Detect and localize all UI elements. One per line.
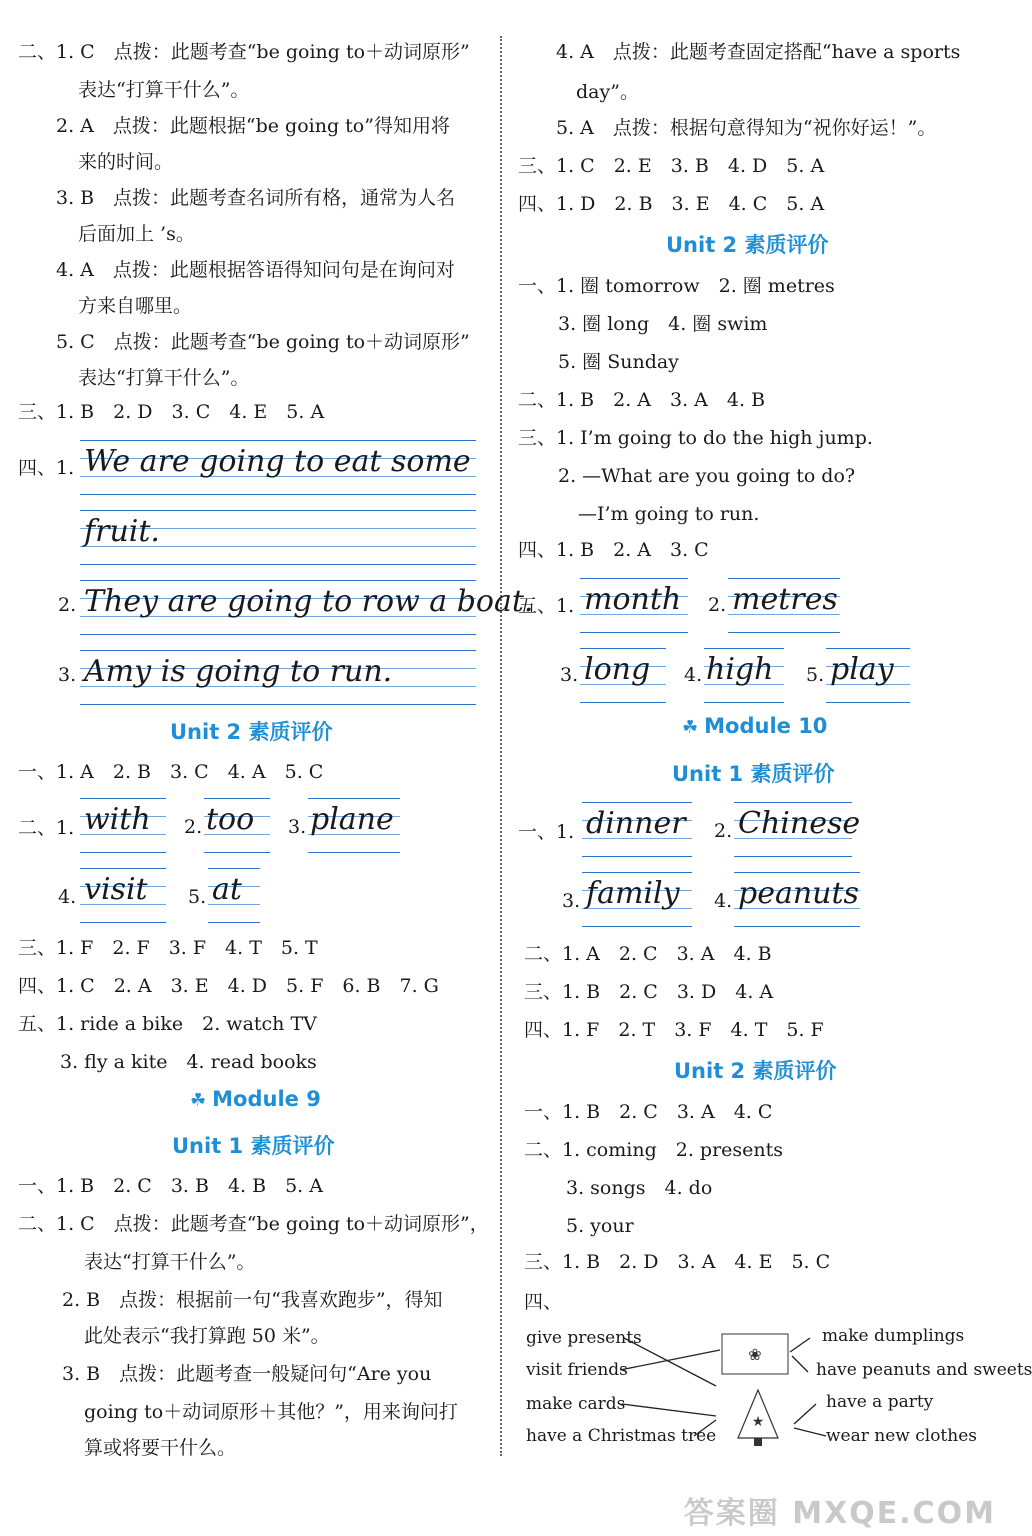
answer-line: day”。: [576, 81, 639, 103]
unit-heading: Unit 1 素质评价: [672, 762, 835, 786]
match-left-item: visit friends: [526, 1360, 628, 1380]
answer-line: 2. A 点拨：此题根据“be going to”得知用将: [56, 115, 450, 137]
answer-line: 四、1. D 2. B 3. E 4. C 5. A: [518, 193, 825, 215]
handwritten-answer: family: [586, 876, 680, 911]
item-number: 2.: [714, 820, 733, 842]
match-right-item: have a party: [826, 1392, 934, 1412]
item-number: 3.: [288, 816, 307, 838]
answer-line: 3. songs 4. do: [566, 1177, 713, 1199]
handwritten-answer: play: [830, 652, 894, 687]
answer-line: 5. 圈 Sunday: [558, 351, 679, 373]
handwritten-answer: visit: [84, 872, 148, 907]
answer-line: 三、1. B 2. D 3. A 4. E 5. C: [524, 1251, 831, 1273]
handwritten-answer: metres: [732, 582, 838, 617]
column-divider: [500, 36, 502, 1456]
module-title: Module 9: [212, 1087, 321, 1111]
unit-heading: Unit 2 素质评价: [674, 1059, 837, 1083]
answer-line: —I’m going to run.: [578, 503, 760, 525]
section-label: 一、1.: [518, 821, 575, 843]
svg-text:★: ★: [751, 1414, 765, 1430]
match-right-item: wear new clothes: [826, 1426, 977, 1446]
answer-line: 二、1. coming 2. presents: [524, 1139, 784, 1161]
answer-line: 3. B 点拨：此题考查一般疑问句“Are you: [62, 1363, 432, 1385]
item-number: 3.: [58, 664, 77, 686]
unit-heading: Unit 2 素质评价: [170, 720, 333, 744]
handwritten-answer: at: [212, 872, 242, 907]
unit-heading: Unit 2 素质评价: [666, 233, 829, 257]
answer-line: 二、1. C 点拨：此题考查“be going to＋动词原形”: [18, 41, 470, 63]
answer-line: 2. —What are you going to do?: [558, 465, 856, 487]
answer-line: 4. A 点拨：此题考查固定搭配“have a sports: [556, 41, 961, 63]
handwritten-answer: We are going to eat some: [84, 444, 471, 479]
handwritten-answer: too: [206, 802, 255, 837]
item-number: 4.: [714, 890, 733, 912]
item-number: 2.: [708, 594, 727, 616]
handwritten-answer: Amy is going to run.: [84, 654, 393, 689]
handwritten-answer: plane: [310, 802, 394, 837]
match-line: [622, 1404, 716, 1416]
matching-lines: [510, 1320, 1006, 1460]
answer-line: 三、1. B 2. C 3. D 4. A: [524, 981, 774, 1003]
answer-line: 三、1. F 2. F 3. F 4. T 5. T: [18, 937, 318, 959]
answer-line: 3. 圈 long 4. 圈 swim: [558, 313, 768, 335]
answer-line: 三、1. C 2. E 3. B 4. D 5. A: [518, 155, 825, 177]
match-left-item: make cards: [526, 1394, 626, 1414]
item-number: 4.: [684, 664, 703, 686]
answer-line: 3. fly a kite 4. read books: [60, 1051, 317, 1073]
paw-icon: ☘: [190, 1090, 207, 1111]
answer-line: 2. B 点拨：根据前一句“我喜欢跑步”，得知: [62, 1289, 443, 1311]
christmas-tree-icon: [738, 1390, 778, 1446]
answer-line: 表达“打算干什么”。: [78, 367, 250, 389]
answer-line: 三、1. I’m going to do the high jump.: [518, 427, 873, 449]
answer-line: 二、1. A 2. C 3. A 4. B: [524, 943, 772, 965]
answer-line: 四、1. C 2. A 3. E 4. D 5. F 6. B 7. G: [18, 975, 439, 997]
answer-line: 4. A 点拨：此题根据答语得知问句是在询问对: [56, 259, 455, 281]
answer-line: 二、1. B 2. A 3. A 4. B: [518, 389, 766, 411]
match-left-item: have a Christmas tree: [526, 1426, 717, 1446]
section-label: 四、: [524, 1291, 563, 1313]
handwritten-answer: fruit.: [84, 514, 160, 549]
match-line: [794, 1404, 816, 1424]
handwritten-answer: peanuts: [738, 876, 859, 911]
answer-line: 3. B 点拨：此题考查名词所有格，通常为人名: [56, 187, 456, 209]
handwritten-answer: They are going to row a boat.: [84, 584, 534, 619]
module-heading: [682, 714, 827, 738]
answer-line: 一、1. B 2. C 3. A 4. C: [524, 1101, 773, 1123]
module-title: Module 10: [704, 714, 828, 738]
answer-line: 一、1. 圈 tomorrow 2. 圈 metres: [518, 275, 835, 297]
answer-line: 此处表示“我打算跑 50 米”。: [84, 1325, 330, 1347]
module-heading: [190, 1087, 321, 1111]
answer-line: 一、1. B 2. C 3. B 4. B 5. A: [18, 1175, 323, 1197]
match-line: [794, 1428, 826, 1436]
section-label: 二、1.: [18, 817, 75, 839]
item-number: 4.: [58, 886, 77, 908]
watermark: 答案圈 MXQE.COM: [683, 1496, 996, 1531]
answer-line: 二、1. C 点拨：此题考查“be going to＋动词原形”，: [18, 1213, 489, 1235]
answer-line: 算或将要干什么。: [84, 1437, 237, 1459]
answer-line: 表达“打算干什么”。: [78, 79, 250, 101]
handwritten-answer: high: [706, 652, 774, 687]
svg-text:❀: ❀: [748, 1345, 762, 1364]
handwritten-answer: Chinese: [738, 806, 861, 841]
match-line: [624, 1338, 716, 1386]
answer-line: 5. your: [566, 1215, 634, 1237]
handwritten-answer: dinner: [586, 806, 686, 841]
unit-heading: Unit 1 素质评价: [172, 1134, 335, 1158]
answer-line: 5. A 点拨：根据句意得知为“祝你好运！”。: [556, 117, 937, 139]
new-year-icon: [722, 1334, 788, 1374]
answer-line: 四、1. F 2. T 3. F 4. T 5. F: [524, 1019, 824, 1041]
answer-line: 来的时间。: [78, 151, 174, 173]
match-line: [792, 1356, 808, 1372]
section-label: 四、1.: [18, 457, 75, 479]
answer-line: 四、1. B 2. A 3. C: [518, 539, 709, 561]
item-number: 3.: [560, 664, 579, 686]
match-line: [790, 1338, 810, 1352]
item-number: 2.: [184, 816, 203, 838]
match-line: [620, 1350, 720, 1370]
item-number: 3.: [562, 890, 581, 912]
item-number: 5.: [806, 664, 825, 686]
item-number: 5.: [188, 886, 207, 908]
match-line: [694, 1420, 716, 1436]
handwritten-answer: with: [84, 802, 151, 837]
answer-line: 五、1. ride a bike 2. watch TV: [18, 1013, 317, 1035]
answer-line: 5. C 点拨：此题考查“be going to＋动词原形”: [56, 331, 470, 353]
answer-line: 方来自哪里。: [78, 295, 193, 317]
handwritten-answer: long: [584, 652, 651, 687]
section-label: 五、1.: [518, 595, 575, 617]
handwritten-answer: month: [584, 582, 682, 617]
match-right-item: have peanuts and sweets: [816, 1360, 1032, 1380]
match-right-item: make dumplings: [822, 1326, 965, 1346]
answer-line: 后面加上 ’s。: [78, 223, 195, 245]
item-number: 2.: [58, 594, 77, 616]
answer-line: 表达“打算干什么”。: [84, 1251, 256, 1273]
match-left-item: give presents: [526, 1328, 642, 1348]
answer-line: going to＋动词原形＋其他？”，用来询问打: [84, 1401, 458, 1423]
answer-line: 一、1. A 2. B 3. C 4. A 5. C: [18, 761, 324, 783]
answer-line: 三、1. B 2. D 3. C 4. E 5. A: [18, 401, 325, 423]
paw-icon: ☘: [682, 717, 699, 738]
